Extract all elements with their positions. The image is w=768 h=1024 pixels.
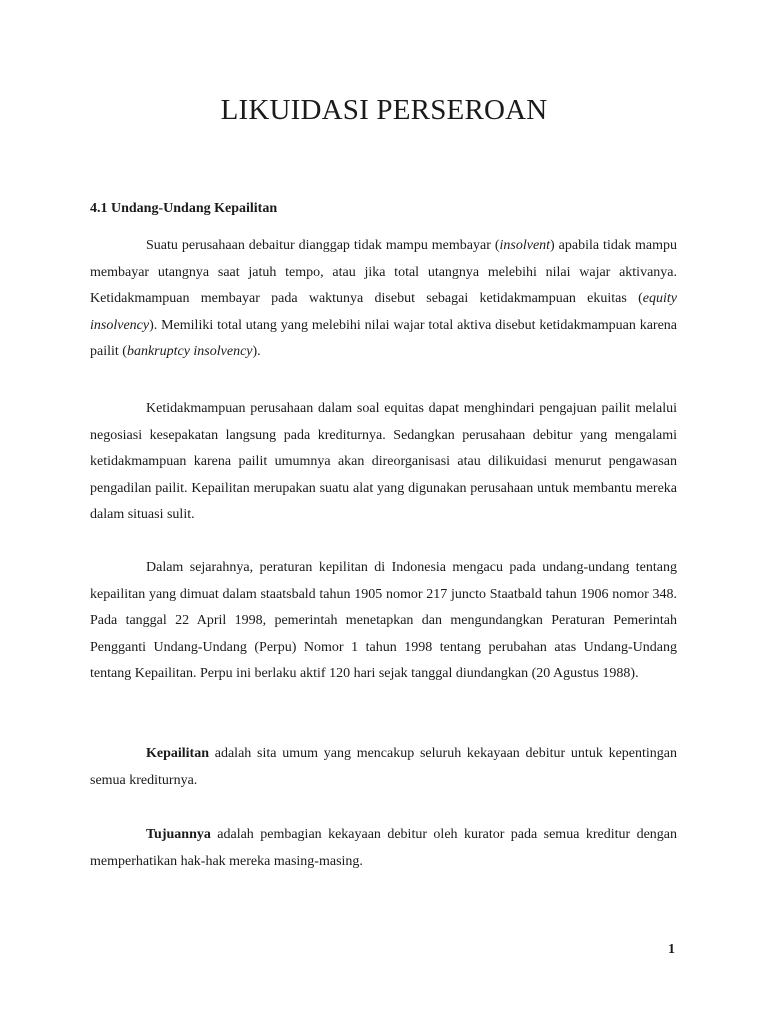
paragraph-insolvency: [90, 233, 677, 366]
italic-term: equity insolvency: [90, 291, 677, 333]
italic-term: bankruptcy insolvency: [126, 344, 253, 359]
bold-term: Tujuannya: [146, 827, 211, 842]
italic-term: insolvent: [499, 238, 551, 253]
paragraph-text: ) apabila tidak mampu membayar utangnya saat jatuh tempo, atau jika total utangnya melebihi nilai wajar aktivanya. Ketidakmampuan membayar pada waktunya disebut sebagai ketidakmampuan ekuitas (: [90, 238, 677, 306]
section-heading: 4.1 Undang-Undang Kepailitan: [90, 201, 278, 216]
bold-term: Kepailitan: [146, 746, 210, 761]
paragraph-kepailitan-definition: [90, 741, 677, 794]
page-number: 1: [668, 942, 675, 957]
paragraph-text: ). Memiliki total utang yang melebihi nilai wajar total aktiva disebut ketidakmampuan karena pailit (: [90, 317, 677, 359]
paragraph-text: ).: [252, 344, 261, 359]
page-title: LIKUIDASI PERSEROAN: [220, 94, 548, 126]
paragraph-text: adalah pembagian kekayaan debitur oleh kurator pada semua kreditur dengan memperhatikan hak-hak mereka masing-masing.: [90, 827, 677, 869]
paragraph-history: Dalam sejarahnya, peraturan kepilitan di Indonesia mengacu pada undang-undang tentang kepailitan yang dimuat dalam staatsbald tahun 1905 nomor 217 juncto Staatbald tahun 1906 nomor 348. Pada tanggal 22 April 1998, pemerintah menetapkan dan mengundangkan Peraturan Pemerintah Pengganti Undang-Undang (Perpu) Nomor 1 tahun 1998 tentang perubahan atas Undang-Undang tentang Kepailitan. Perpu ini berlaku aktif 120 hari sejak tanggal diundangkan (20 Agustus 1988).: [90, 560, 677, 681]
paragraph-equity: Ketidakmampuan perusahaan dalam soal equitas dapat menghindari pengajuan pailit melalui negosiasi kesepakatan langsung pada krediturnya. Sedangkan perusahaan debitur yang mengalami ketidakmampuan karena pailit umumnya akan direorganisasi atau dilikuidasi menurut pengawasan pengadilan pailit. Kepailitan merupakan suatu alat yang digunakan perusahaan untuk membantu mereka dalam situasi sulit.: [90, 401, 677, 522]
paragraph-purpose: [90, 822, 677, 875]
paragraph-text: Suatu perusahaan debaitur dianggap tidak mampu membayar (: [146, 238, 500, 253]
paragraph-text: adalah sita umum yang mencakup seluruh kekayaan debitur untuk kepentingan semua krediturnya.: [90, 746, 677, 788]
